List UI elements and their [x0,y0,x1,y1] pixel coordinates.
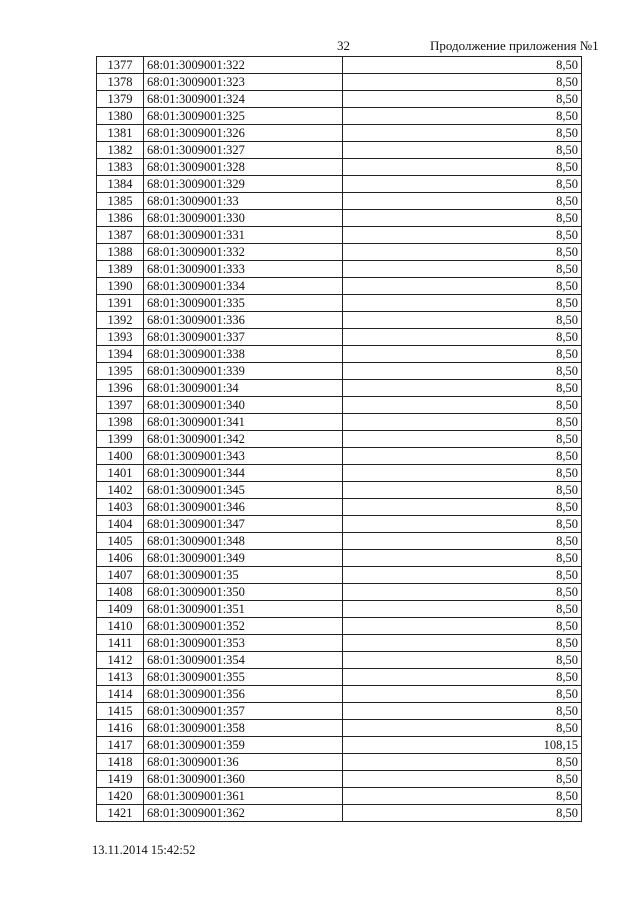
value-cell: 8,50 [343,346,582,363]
row-number-cell: 1385 [97,193,144,210]
cadastral-number-cell: 68:01:3009001:349 [144,550,343,567]
table-row [97,227,582,244]
row-number-cell: 1394 [97,346,144,363]
row-number-cell: 1412 [97,652,144,669]
row-number-cell: 1402 [97,482,144,499]
cadastral-number-cell: 68:01:3009001:347 [144,516,343,533]
value-cell: 8,50 [343,142,582,159]
cadastral-number-cell: 68:01:3009001:339 [144,363,343,380]
row-number-cell: 1411 [97,635,144,652]
table-row [97,329,582,346]
row-number-cell: 1406 [97,550,144,567]
table-row [97,635,582,652]
row-number-cell: 1380 [97,108,144,125]
value-cell: 108,15 [343,737,582,754]
row-number-cell: 1377 [97,57,144,74]
value-cell: 8,50 [343,652,582,669]
row-number-cell: 1401 [97,465,144,482]
cadastral-number-cell: 68:01:3009001:348 [144,533,343,550]
value-cell: 8,50 [343,295,582,312]
cadastral-number-cell: 68:01:3009001:359 [144,737,343,754]
value-cell: 8,50 [343,193,582,210]
value-cell: 8,50 [343,516,582,533]
value-cell: 8,50 [343,329,582,346]
value-cell: 8,50 [343,91,582,108]
table-row [97,159,582,176]
value-cell: 8,50 [343,261,582,278]
row-number-cell: 1407 [97,567,144,584]
row-number-cell: 1417 [97,737,144,754]
cadastral-number-cell: 68:01:3009001:336 [144,312,343,329]
table-row [97,652,582,669]
table-row [97,499,582,516]
table-row [97,397,582,414]
table-row [97,584,582,601]
row-number-cell: 1419 [97,771,144,788]
table-row [97,669,582,686]
table-row [97,533,582,550]
row-number-cell: 1418 [97,754,144,771]
row-number-cell: 1390 [97,278,144,295]
table-row [97,754,582,771]
value-cell: 8,50 [343,720,582,737]
row-number-cell: 1398 [97,414,144,431]
cadastral-number-cell: 68:01:3009001:345 [144,482,343,499]
value-cell: 8,50 [343,669,582,686]
cadastral-number-cell: 68:01:3009001:353 [144,635,343,652]
page-heading: Продолжение приложения №1 [430,38,599,53]
row-number-cell: 1397 [97,397,144,414]
cadastral-number-cell: 68:01:3009001:358 [144,720,343,737]
row-number-cell: 1378 [97,74,144,91]
table-row [97,737,582,754]
row-number-cell: 1404 [97,516,144,533]
row-number-cell: 1382 [97,142,144,159]
cadastral-number-cell: 68:01:3009001:354 [144,652,343,669]
value-cell: 8,50 [343,278,582,295]
row-number-cell: 1387 [97,227,144,244]
table-row [97,516,582,533]
value-cell: 8,50 [343,465,582,482]
table-row [97,431,582,448]
cadastral-number-cell: 68:01:3009001:33 [144,193,343,210]
value-cell: 8,50 [343,125,582,142]
table-row [97,805,582,822]
row-number-cell: 1392 [97,312,144,329]
row-number-cell: 1414 [97,686,144,703]
cadastral-number-cell: 68:01:3009001:338 [144,346,343,363]
cadastral-number-cell: 68:01:3009001:34 [144,380,343,397]
table-row [97,618,582,635]
value-cell: 8,50 [343,635,582,652]
value-cell: 8,50 [343,499,582,516]
value-cell: 8,50 [343,176,582,193]
row-number-cell: 1386 [97,210,144,227]
table-row [97,74,582,91]
parcel-table [96,56,582,822]
table-row [97,278,582,295]
row-number-cell: 1421 [97,805,144,822]
cadastral-number-cell: 68:01:3009001:326 [144,125,343,142]
table-row [97,414,582,431]
cadastral-number-cell: 68:01:3009001:322 [144,57,343,74]
value-cell: 8,50 [343,74,582,91]
cadastral-number-cell: 68:01:3009001:35 [144,567,343,584]
cadastral-number-cell: 68:01:3009001:344 [144,465,343,482]
table-row [97,142,582,159]
cadastral-number-cell: 68:01:3009001:360 [144,771,343,788]
table-row [97,550,582,567]
value-cell: 8,50 [343,397,582,414]
row-number-cell: 1383 [97,159,144,176]
cadastral-number-cell: 68:01:3009001:340 [144,397,343,414]
row-number-cell: 1389 [97,261,144,278]
value-cell: 8,50 [343,703,582,720]
cadastral-number-cell: 68:01:3009001:343 [144,448,343,465]
cadastral-number-cell: 68:01:3009001:335 [144,295,343,312]
cadastral-number-cell: 68:01:3009001:346 [144,499,343,516]
cadastral-number-cell: 68:01:3009001:324 [144,91,343,108]
cadastral-number-cell: 68:01:3009001:337 [144,329,343,346]
row-number-cell: 1405 [97,533,144,550]
cadastral-number-cell: 68:01:3009001:325 [144,108,343,125]
cadastral-number-cell: 68:01:3009001:351 [144,601,343,618]
row-number-cell: 1408 [97,584,144,601]
cadastral-number-cell: 68:01:3009001:350 [144,584,343,601]
value-cell: 8,50 [343,227,582,244]
table-row [97,91,582,108]
table-row [97,210,582,227]
table-row [97,193,582,210]
value-cell: 8,50 [343,601,582,618]
table-row [97,176,582,193]
table-row [97,567,582,584]
row-number-cell: 1391 [97,295,144,312]
table-row [97,380,582,397]
row-number-cell: 1384 [97,176,144,193]
table-row [97,448,582,465]
row-number-cell: 1400 [97,448,144,465]
table-row [97,771,582,788]
row-number-cell: 1393 [97,329,144,346]
value-cell: 8,50 [343,482,582,499]
row-number-cell: 1379 [97,91,144,108]
value-cell: 8,50 [343,159,582,176]
row-number-cell: 1396 [97,380,144,397]
cadastral-number-cell: 68:01:3009001:330 [144,210,343,227]
cadastral-number-cell: 68:01:3009001:333 [144,261,343,278]
cadastral-number-cell: 68:01:3009001:331 [144,227,343,244]
value-cell: 8,50 [343,533,582,550]
table-row [97,720,582,737]
value-cell: 8,50 [343,754,582,771]
table-row [97,788,582,805]
row-number-cell: 1416 [97,720,144,737]
value-cell: 8,50 [343,244,582,261]
cadastral-number-cell: 68:01:3009001:361 [144,788,343,805]
row-number-cell: 1399 [97,431,144,448]
cadastral-number-cell: 68:01:3009001:355 [144,669,343,686]
table-row [97,108,582,125]
row-number-cell: 1415 [97,703,144,720]
cadastral-number-cell: 68:01:3009001:341 [144,414,343,431]
value-cell: 8,50 [343,584,582,601]
value-cell: 8,50 [343,431,582,448]
row-number-cell: 1381 [97,125,144,142]
value-cell: 8,50 [343,686,582,703]
cadastral-number-cell: 68:01:3009001:334 [144,278,343,295]
table-row [97,703,582,720]
cadastral-number-cell: 68:01:3009001:357 [144,703,343,720]
table-row [97,261,582,278]
value-cell: 8,50 [343,567,582,584]
row-number-cell: 1410 [97,618,144,635]
table-row [97,686,582,703]
value-cell: 8,50 [343,380,582,397]
row-number-cell: 1413 [97,669,144,686]
value-cell: 8,50 [343,618,582,635]
table-row [97,601,582,618]
table-row [97,465,582,482]
value-cell: 8,50 [343,108,582,125]
table-row [97,312,582,329]
row-number-cell: 1395 [97,363,144,380]
table-row [97,363,582,380]
table-row [97,125,582,142]
cadastral-number-cell: 68:01:3009001:362 [144,805,343,822]
cadastral-number-cell: 68:01:3009001:342 [144,431,343,448]
cadastral-number-cell: 68:01:3009001:327 [144,142,343,159]
value-cell: 8,50 [343,805,582,822]
footer-timestamp: 13.11.2014 15:42:52 [92,843,196,857]
page-number: 32 [337,38,350,53]
cadastral-number-cell: 68:01:3009001:329 [144,176,343,193]
value-cell: 8,50 [343,210,582,227]
value-cell: 8,50 [343,771,582,788]
cadastral-number-cell: 68:01:3009001:323 [144,74,343,91]
row-number-cell: 1409 [97,601,144,618]
row-number-cell: 1388 [97,244,144,261]
parcel-table-body [97,57,582,822]
value-cell: 8,50 [343,57,582,74]
cadastral-number-cell: 68:01:3009001:356 [144,686,343,703]
table-row [97,482,582,499]
value-cell: 8,50 [343,363,582,380]
cadastral-number-cell: 68:01:3009001:36 [144,754,343,771]
value-cell: 8,50 [343,312,582,329]
table-row [97,57,582,74]
table-row [97,346,582,363]
value-cell: 8,50 [343,788,582,805]
row-number-cell: 1420 [97,788,144,805]
table-row [97,244,582,261]
value-cell: 8,50 [343,414,582,431]
cadastral-number-cell: 68:01:3009001:352 [144,618,343,635]
row-number-cell: 1403 [97,499,144,516]
cadastral-number-cell: 68:01:3009001:332 [144,244,343,261]
value-cell: 8,50 [343,448,582,465]
cadastral-number-cell: 68:01:3009001:328 [144,159,343,176]
value-cell: 8,50 [343,550,582,567]
table-row [97,295,582,312]
